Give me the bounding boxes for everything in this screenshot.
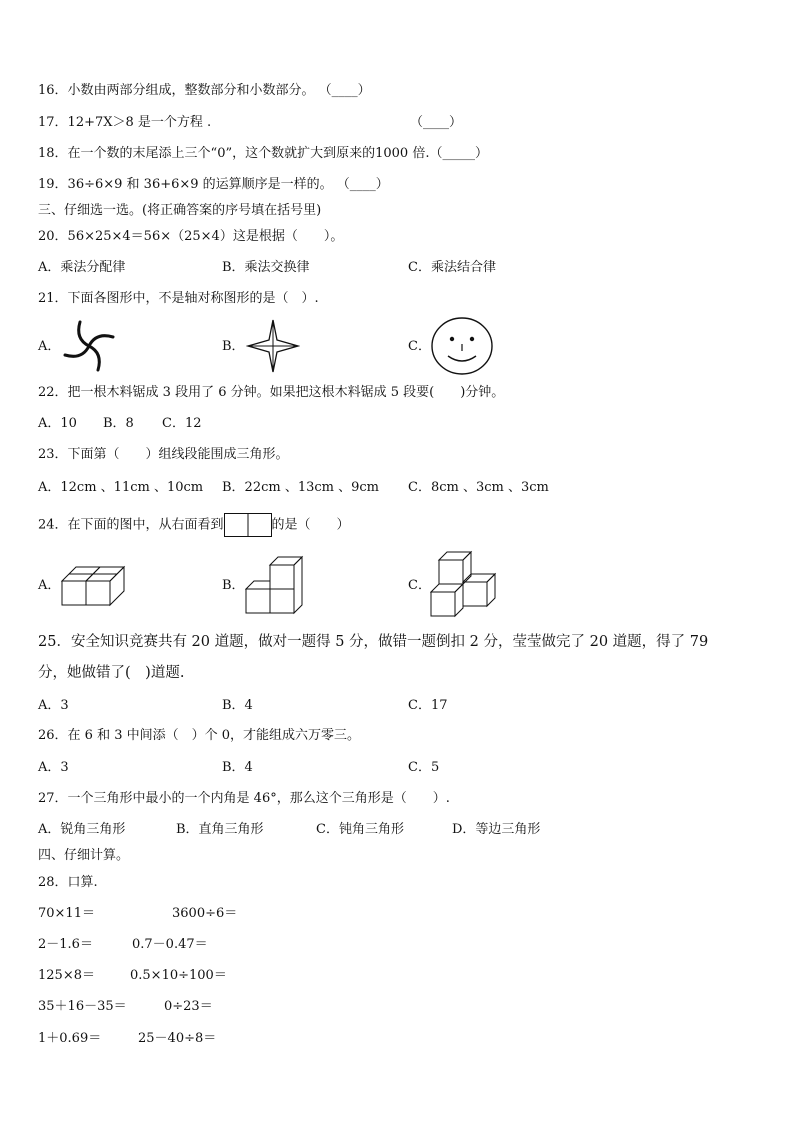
question-21-option-c: C． <box>408 339 431 354</box>
question-20: 20．56×25×4＝56×（25×4）这是根据（ ）。 <box>38 229 344 244</box>
cubes-figure-a <box>61 563 129 607</box>
question-24-stem-end: 的是（ ） <box>271 517 350 533</box>
question-27-option-b: B．直角三角形 <box>176 822 264 837</box>
question-20-option-c: C．乘法结合律 <box>408 260 496 275</box>
cubes-figure-c <box>430 550 496 618</box>
question-22-option-b: B．8 <box>103 416 134 431</box>
question-22-option-c: C．12 <box>162 416 202 431</box>
question-22: 22．把一根木料锯成 3 段用了 6 分钟。如果把这根木料锯成 5 段要( )分钟。 <box>38 385 505 400</box>
question-24-option-a: A． <box>38 578 61 593</box>
calc-item: 1＋0.69＝ <box>38 1031 102 1046</box>
question-20-option-a: A．乘法分配律 <box>38 260 126 275</box>
question-25-option-b: B．4 <box>222 698 253 713</box>
question-24 <box>38 513 350 537</box>
question-23: 23．下面第（ ）组线段能围成三角形。 <box>38 447 289 462</box>
section-4-heading: 四、仔细计算。 <box>38 848 130 863</box>
question-23-option-b: B．22cm 、13cm 、9cm <box>222 480 379 495</box>
question-26-option-b: B．4 <box>222 760 253 775</box>
question-22-option-a: A．10 <box>38 416 77 431</box>
cross-star-figure <box>246 318 300 374</box>
section-3-heading: 三、仔细选一选。(将正确答案的序号填在括号里) <box>38 203 322 218</box>
question-27-option-c: C．钝角三角形 <box>316 822 404 837</box>
question-25-line-1: 25．安全知识竞赛共有 20 道题，做对一题得 5 分，做错一题倒扣 2 分，莹莹做完了 20 道题，得了 79 <box>38 634 709 650</box>
calc-item: 70×11＝ <box>38 906 95 921</box>
side-view-figure <box>224 513 272 537</box>
calc-item: 0.7－0.47＝ <box>132 937 208 952</box>
calc-item: 25－40÷8＝ <box>138 1031 217 1046</box>
question-26: 26．在 6 和 3 中间添（ ）个 0，才能组成六万零三。 <box>38 728 361 743</box>
question-20-option-b: B．乘法交换律 <box>222 260 310 275</box>
question-16: 16．小数由两部分组成，整数部分和小数部分。 （____） <box>38 83 371 98</box>
calc-item: 0÷23＝ <box>164 999 213 1014</box>
smiley-face-figure <box>430 316 494 376</box>
cubes-figure-b <box>245 555 305 615</box>
pinwheel-figure <box>60 317 118 375</box>
calc-item: 0.5×10÷100＝ <box>130 968 227 983</box>
question-21-option-b: B． <box>222 339 245 354</box>
question-17-blank: （____） <box>410 115 463 130</box>
question-28: 28．口算. <box>38 875 98 890</box>
question-21: 21．下面各图形中，不是轴对称图形的是（ ）. <box>38 291 319 306</box>
calc-item: 3600÷6＝ <box>172 906 238 921</box>
question-25-option-c: C．17 <box>408 698 448 713</box>
calc-item: 35＋16－35＝ <box>38 999 127 1014</box>
question-27-option-a: A．锐角三角形 <box>38 822 126 837</box>
question-27: 27．一个三角形中最小的一个内角是 46°，那么这个三角形是（ ）. <box>38 791 450 806</box>
question-24-option-b: B． <box>222 578 245 593</box>
question-26-option-a: A．3 <box>38 760 69 775</box>
calc-item: 125×8＝ <box>38 968 95 983</box>
question-27-option-d: D．等边三角形 <box>452 822 541 837</box>
question-24-option-c: C． <box>408 578 431 593</box>
question-23-option-c: C．8cm 、3cm 、3cm <box>408 480 549 495</box>
question-19: 19．36÷6×9 和 36+6×9 的运算顺序是一样的。 （____） <box>38 177 389 192</box>
question-25-option-a: A．3 <box>38 698 69 713</box>
question-24-stem-start: 24．在下面的图中，从右面看到 <box>38 517 224 533</box>
calc-item: 2－1.6＝ <box>38 937 93 952</box>
question-18: 18．在一个数的末尾添上三个“0”，这个数就扩大到原来的1000 倍.（_____） <box>38 146 488 161</box>
question-26-option-c: C．5 <box>408 760 440 775</box>
question-17: 17．12+7X＞8 是一个方程 . <box>38 115 212 130</box>
question-21-option-a: A． <box>38 339 61 354</box>
question-25-line-2: 分，她做错了( )道题. <box>38 665 185 681</box>
question-23-option-a: A．12cm 、11cm 、10cm <box>38 480 204 495</box>
